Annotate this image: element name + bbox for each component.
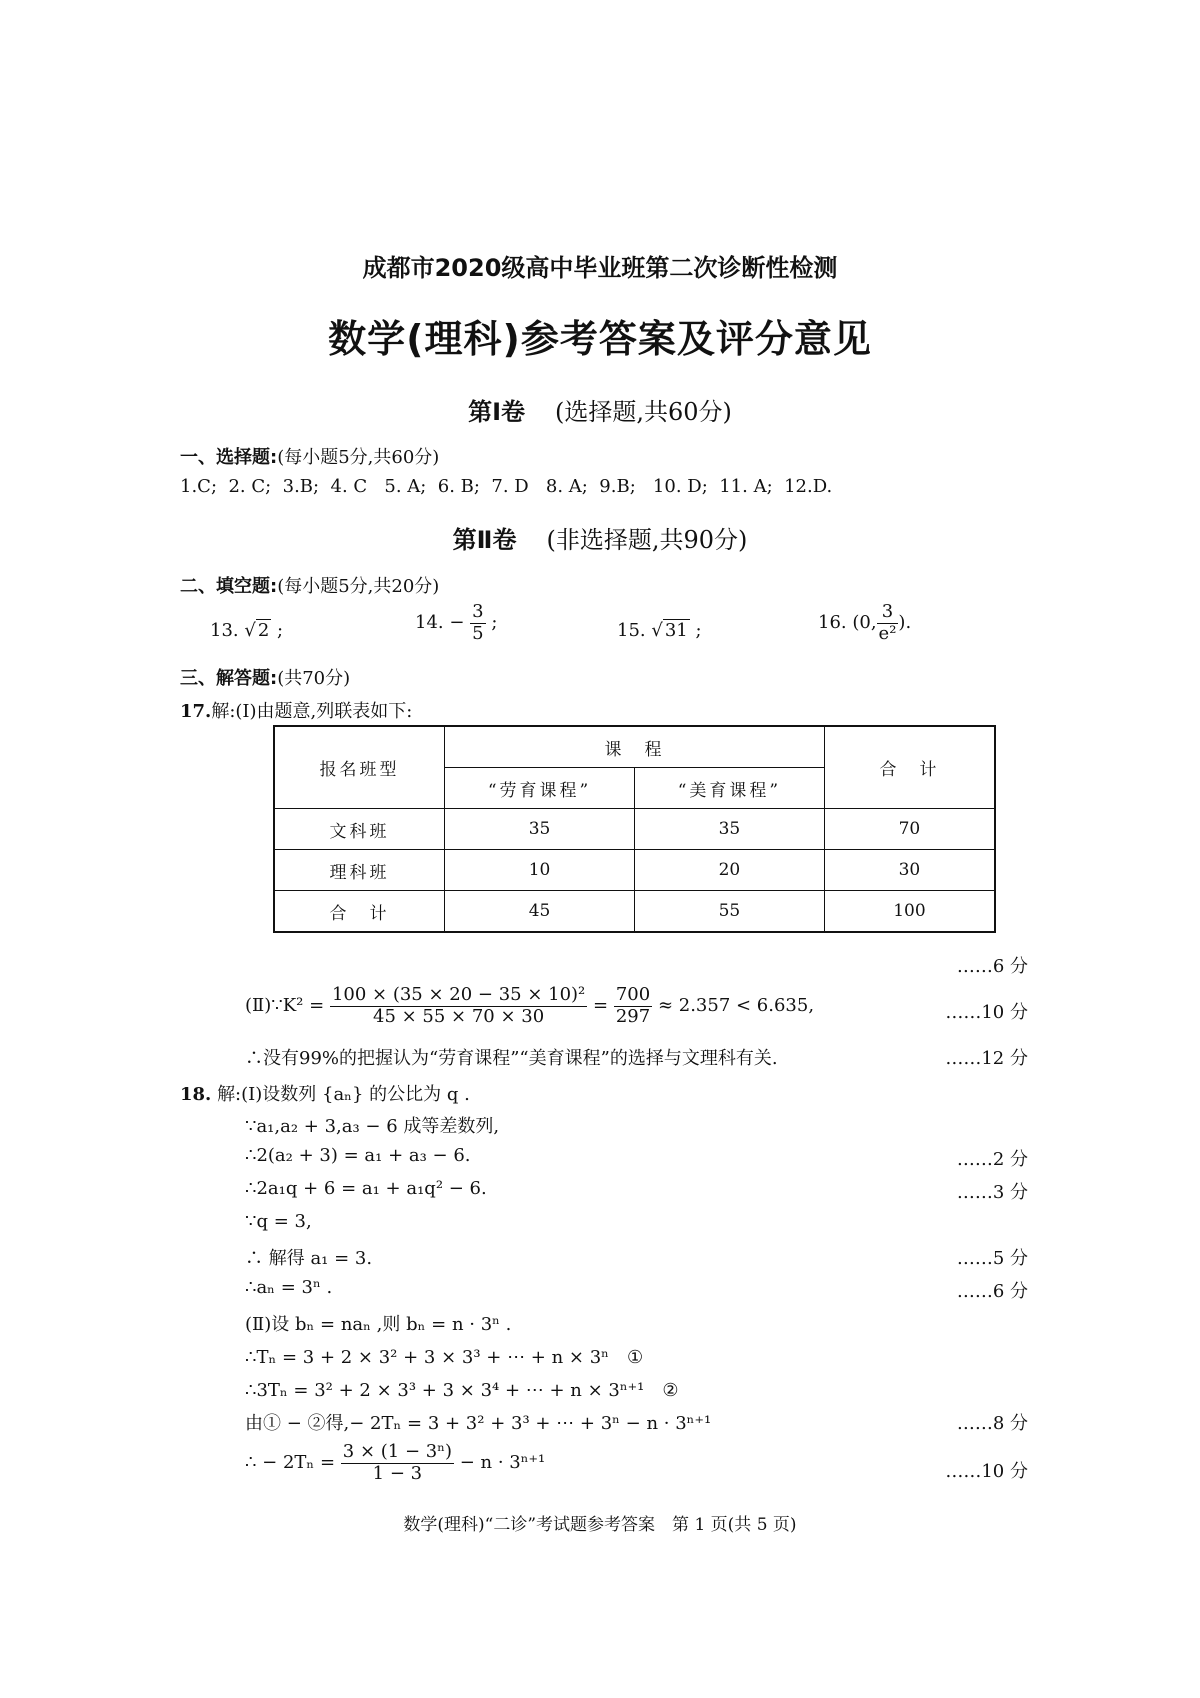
volume-2-desc: (非选择题,共90分) (546, 526, 748, 554)
contingency-table (273, 725, 996, 933)
document-subtitle: 成都市2020级高中毕业班第二次诊断性检测 (362, 254, 838, 282)
table-row: 文科班 35 35 70 (274, 809, 995, 850)
q18-line: ∴3Tₙ = 3² + 2 × 3³ + 3 × 3⁴ + ⋯ + n × 3ⁿ⁺¹ ② (245, 1380, 679, 1401)
volume-1-desc: (选择题,共60分) (555, 398, 732, 426)
q16-fraction: $\frac{3}{\text{e²}}$ (878, 601, 897, 644)
q17-conclusion: ∴没有99%的把握认为“劳育课程”“美育课程”的选择与文理科有关. (245, 1048, 778, 1069)
fill-answer-13: 13. √ 2 ; (210, 620, 284, 641)
q18-intro: 18. 解:(Ⅰ)设数列 {aₙ} 的公比为 q . (180, 1084, 470, 1105)
volume-2-label: 第Ⅱ卷 (452, 526, 517, 554)
section-2-note: (每小题5分,共20分) (277, 576, 440, 597)
q13-radicand: 2 (257, 620, 270, 641)
score-marker: ……12 分 (945, 1048, 1028, 1069)
q18-line: ∴Tₙ = 3 + 2 × 3² + 3 × 3³ + ⋯ + n × 3ⁿ ① (245, 1347, 644, 1368)
score-marker: ……2 分 (956, 1149, 1028, 1170)
k2-fraction-result: $\frac{700}{297}$ (615, 984, 651, 1027)
q17-intro: 17.解:(Ⅰ)由题意,列联表如下: (180, 701, 413, 722)
q18-line: ∴2a₁q + 6 = a₁ + a₁q² − 6. (245, 1178, 487, 1199)
q18-line: 由① − ②得,− 2Tₙ = 3 + 3² + 3³ + ⋯ + 3ⁿ − n · 3ⁿ⁺¹ (245, 1413, 712, 1434)
table-header-art: “美育课程” (634, 768, 824, 809)
q17-number: 17. (180, 701, 212, 722)
q15-radicand: 31 (664, 620, 688, 641)
section-3-heading (180, 664, 350, 690)
table-header-type: 报名班型 (274, 726, 445, 809)
section-2-heading (180, 572, 439, 598)
volume-1-label: 第Ⅰ卷 (468, 398, 526, 426)
q18-line: ∴2(a₂ + 3) = a₁ + a₃ − 6. (245, 1145, 471, 1166)
choice-answers: 1.C; 2. C; 3.B; 4. C 5. A; 6. B; 7. D 8. A; 9.B; 10. D; 11. A; 12.D. (180, 476, 833, 497)
page-footer: 数学(理科)“二诊”考试题参考答案 第 1 页(共 5 页) (403, 1515, 797, 1535)
q18-line: ∵q = 3, (245, 1211, 312, 1232)
score-marker: ……6 分 (956, 1281, 1028, 1302)
score-marker: ……5 分 (956, 1248, 1028, 1269)
table-header-labor: “劳育课程” (445, 768, 635, 809)
k2-fraction: $\frac{\text{100 × (35 × 20 − 35 × 10)²}}{45 \times 55 \times 70 \times 30}$ (331, 984, 586, 1027)
q18-sum-formula: ∴ − 2Tₙ = $\frac{\text{3 × (1 − 3ⁿ)}}{1 - 3}$ − n · 3ⁿ⁺¹ (245, 1441, 546, 1484)
table-row: 理科班 10 20 30 (274, 850, 995, 891)
score-marker: ……10 分 (945, 1002, 1028, 1023)
fill-answer-16: 16. (0, $\frac{3}{\text{e²}}$ ). (818, 601, 912, 644)
fill-answer-15: 15. √ 31 ; (617, 620, 702, 641)
document-title: 数学(理科)参考答案及评分意见 (328, 317, 872, 361)
volume-2-heading (0, 520, 1200, 555)
section-1-title: 一、选择题: (180, 447, 278, 468)
score-marker: ……6 分 (956, 956, 1028, 977)
q14-fraction: $\frac{3}{5}$ (472, 601, 484, 644)
score-marker: ……3 分 (956, 1182, 1028, 1203)
q18-number: 18. (180, 1084, 212, 1105)
volume-1-heading (0, 392, 1200, 427)
table-header-total: 合 计 (824, 726, 995, 809)
fill-answer-14: 14. − $\frac{3}{5}$ ; (415, 601, 498, 644)
section-3-note: (共70分) (277, 668, 351, 689)
q18-line: ∴aₙ = 3ⁿ . (245, 1277, 333, 1298)
q18-line: ∵a₁,a₂ + 3,a₃ − 6 成等差数列, (245, 1116, 500, 1137)
section-3-title: 三、解答题: (180, 668, 278, 689)
table-header-course: 课 程 (445, 726, 825, 768)
k2-formula: (Ⅱ)∵K² = $\frac{\text{100 × (35 × 20 − 35 × 10)²}}{45 \times 55 \times 70 \times 30}$ = $\frac{700}{297}$ ≈ 2.357 < 6.635, (245, 984, 815, 1027)
section-1-heading (180, 443, 439, 469)
section-1-note: (每小题5分,共60分) (277, 447, 440, 468)
score-marker: ……10 分 (945, 1461, 1028, 1482)
q18-line: (Ⅱ)设 bₙ = naₙ ,则 bₙ = n · 3ⁿ . (245, 1314, 512, 1335)
score-marker: ……8 分 (956, 1413, 1028, 1434)
q18-line: ∴ 解得 a₁ = 3. (245, 1248, 373, 1269)
q18-fraction: $\frac{\text{3 × (1 − 3ⁿ)}}{1 - 3}$ (342, 1441, 453, 1484)
section-2-title: 二、填空题: (180, 576, 278, 597)
table-row: 合 计 45 55 100 (274, 891, 995, 933)
